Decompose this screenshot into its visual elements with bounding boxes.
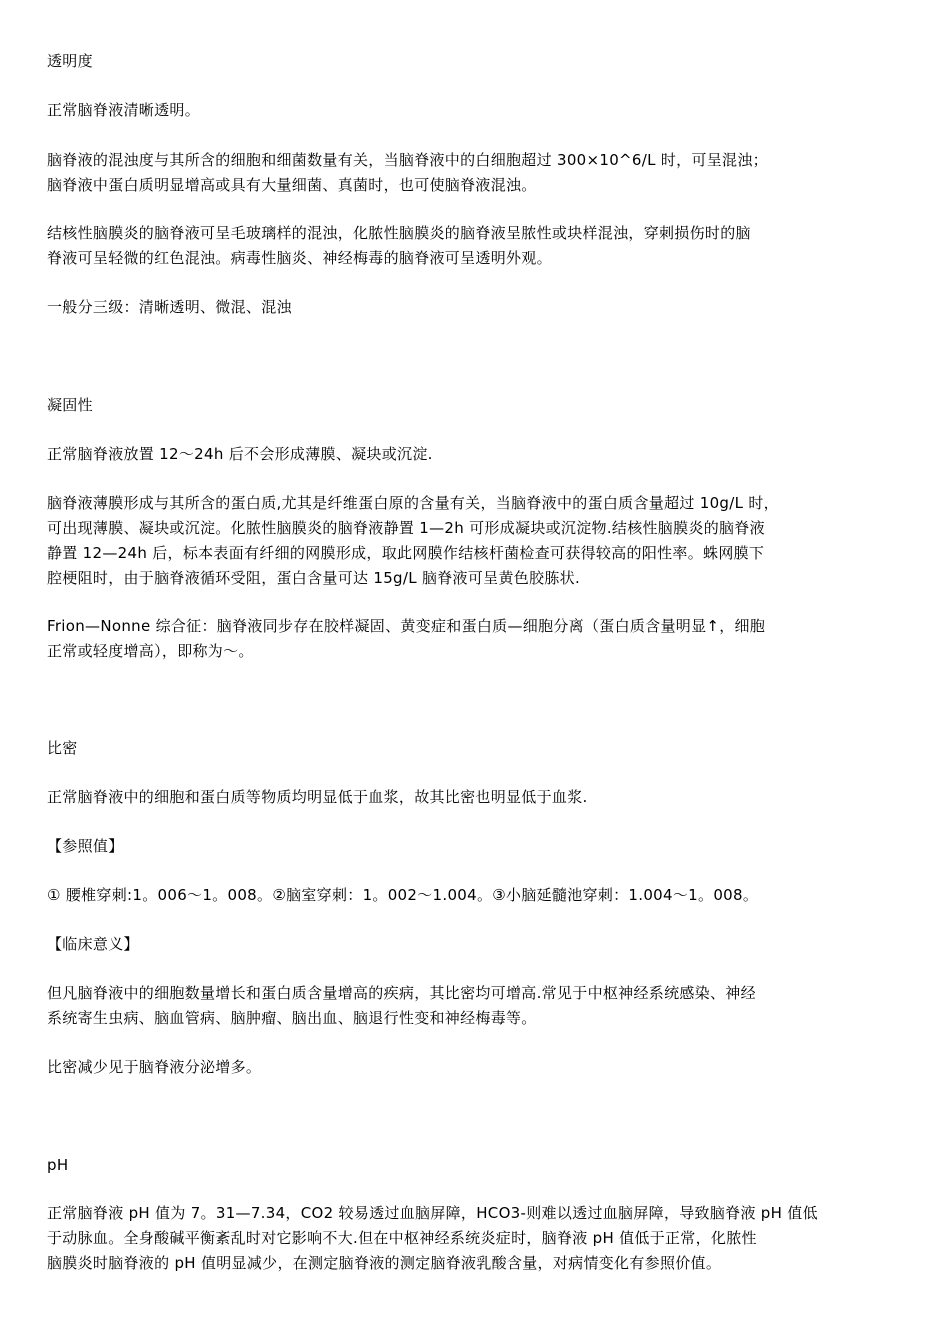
paragraph: 脑脊液的混浊度与其所含的细胞和细菌数量有关，当脑脊液中的白细胞超过 300×10^6/L 时，可呈混浊； 脑脊液中蛋白质明显增高或具有大量细菌、真菌时，也可使脑脊液混浊。 xyxy=(47,151,768,194)
paragraph: 一般分三级：清晰透明、微混、混浊 xyxy=(47,298,292,316)
section-heading-specific-gravity: 比密 xyxy=(47,739,78,757)
subheading-clinical-significance: 【临床意义】 xyxy=(47,935,139,953)
paragraph: 正常脑脊液放置 12～24h 后不会形成薄膜、凝块或沉淀. xyxy=(47,445,433,463)
paragraph: 脑脊液薄膜形成与其所含的蛋白质,尤其是纤维蛋白原的含量有关，当脑脊液中的蛋白质含量超过 10g/L 时， 可出现薄膜、凝块或沉淀。化脓性脑膜炎的脑脊液静置 1—2h 可形成凝块或沉淀物.结核性脑膜炎的脑脊液 静置 12—24h 后，标本表面有纤细的网膜形成，取此网膜作结核杆菌检查可获得较高的阳性率。蛛网膜下 腔梗阻时，由于脑脊液循环受阻，蛋白含量可达 15g/L 脑脊液可呈黄色胶胨状. xyxy=(47,494,779,587)
paragraph: 正常脑脊液 pH 值为 7。31—7.34，CO2 较易透过血脑屏障，HCO3-则难以透过血脑屏障，导致脑脊液 pH 值低 于动脉血。全身酸碱平衡紊乱时对它影响不大.但在中枢神经系统炎症时，脑脊液 pH 值低于正常，化脓性 脑膜炎时脑脊液的 pH 值明显减少，在测定脑脊液的测定脑脊液乳酸含量，对病情变化有参照价值。 xyxy=(47,1204,818,1272)
paragraph: Frion—Nonne 综合征：脑脊液同步存在胶样凝固、黄变症和蛋白质—细胞分离（蛋白质含量明显↑，细胞 正常或轻度增高），即称为～。 xyxy=(47,617,766,660)
paragraph: 比密减少见于脑脊液分泌增多。 xyxy=(47,1058,262,1076)
paragraph: ① 腰椎穿刺:1。006～1。008。②脑室穿刺：1。002～1.004。③小脑延髓池穿刺：1.004～1。008。 xyxy=(47,886,759,904)
section-heading-ph: pH xyxy=(47,1156,69,1174)
paragraph: 结核性脑膜炎的脑脊液可呈毛玻璃样的混浊，化脓性脑膜炎的脑脊液呈脓性或块样混浊，穿刺损伤时的脑 脊液可呈轻微的红色混浊。病毒性脑炎、神经梅毒的脑脊液可呈透明外观。 xyxy=(47,224,751,267)
subheading-reference-values: 【参照值】 xyxy=(47,837,124,855)
paragraph: 正常脑脊液中的细胞和蛋白质等物质均明显低于血浆，故其比密也明显低于血浆. xyxy=(47,788,588,806)
section-heading-coagulation: 凝固性 xyxy=(47,396,93,414)
paragraph: 正常脑脊液清晰透明。 xyxy=(47,101,201,119)
paragraph: 但凡脑脊液中的细胞数量增长和蛋白质含量增高的疾病，其比密均可增高.常见于中枢神经系统感染、神经 系统寄生虫病、脑血管病、脑肿瘤、脑出血、脑退行性变和神经梅毒等。 xyxy=(47,984,756,1027)
section-heading-transparency: 透明度 xyxy=(47,52,93,70)
